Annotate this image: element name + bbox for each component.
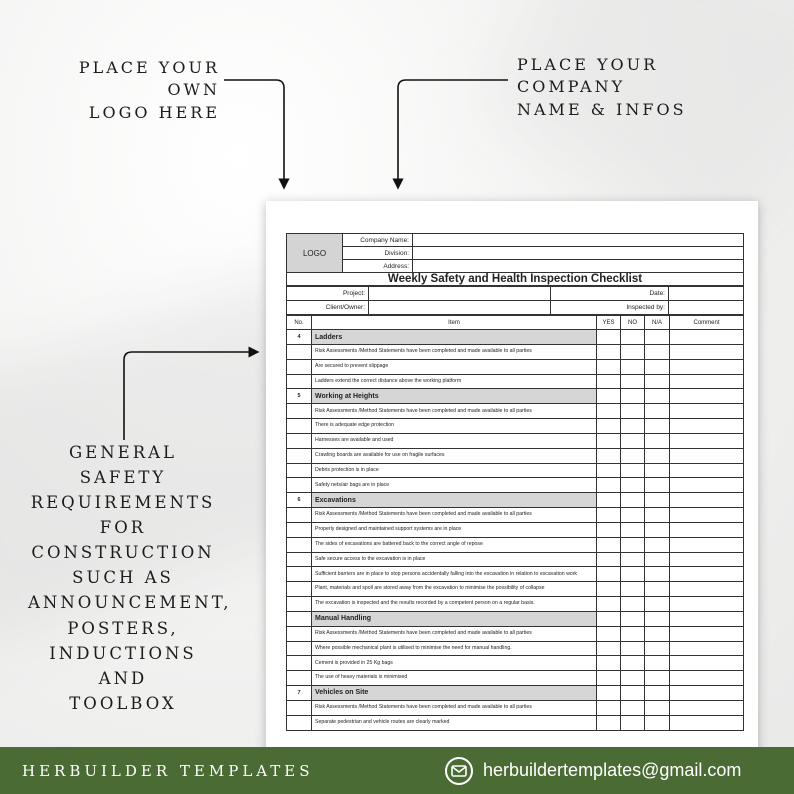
comment-cell[interactable]	[670, 493, 744, 508]
comment-cell[interactable]	[670, 700, 744, 715]
row-number	[287, 715, 312, 730]
document-title: Weekly Safety and Health Inspection Checklist	[287, 273, 744, 286]
yes-cell[interactable]	[597, 419, 621, 434]
yes-cell[interactable]	[597, 567, 621, 582]
no-cell[interactable]	[621, 463, 645, 478]
yes-cell[interactable]	[597, 671, 621, 686]
callout-line: PLACE YOUR OWN	[78, 58, 220, 100]
na-cell[interactable]	[645, 374, 670, 389]
section-number: 7	[287, 685, 312, 700]
row-number	[287, 552, 312, 567]
no-cell[interactable]	[621, 508, 645, 523]
comment-cell[interactable]	[670, 508, 744, 523]
yes-cell[interactable]	[597, 389, 621, 404]
row-number	[287, 433, 312, 448]
yes-cell[interactable]	[597, 478, 621, 493]
callout-line: PLACE YOUR COMPANY	[517, 55, 659, 97]
footer-banner	[0, 747, 794, 794]
yes-cell[interactable]	[597, 700, 621, 715]
comment-cell[interactable]	[670, 552, 744, 567]
column-header-item: Item	[312, 316, 597, 330]
section-title: Excavations	[312, 493, 597, 508]
comment-cell[interactable]	[670, 419, 744, 434]
callout-line: TOOLBOX	[69, 693, 177, 713]
row-number	[287, 419, 312, 434]
comment-cell[interactable]	[670, 537, 744, 552]
checklist-item: Ladders extend the correct distance above the working platform	[312, 374, 597, 389]
company-callout	[517, 54, 767, 121]
checklist-row	[287, 508, 744, 523]
date-label: Date:	[551, 287, 669, 301]
checklist-item: Risk Assessments /Method Statements have been completed and made available to all parties	[312, 700, 597, 715]
checklist-row	[287, 567, 744, 582]
no-cell[interactable]	[621, 330, 645, 345]
row-number	[287, 508, 312, 523]
no-cell[interactable]	[621, 345, 645, 360]
comment-cell[interactable]	[670, 626, 744, 641]
row-number	[287, 463, 312, 478]
section-row	[287, 611, 744, 626]
checklist-row	[287, 374, 744, 389]
checklist-item: Sufficient barriers are in place to stop persons accidentally falling into the excavation in relation to excavation work	[312, 567, 597, 582]
callout-line: REQUIREMENTS	[30, 493, 216, 513]
na-cell[interactable]	[645, 478, 670, 493]
checklist-row	[287, 552, 744, 567]
comment-cell[interactable]	[670, 582, 744, 597]
checklist-table	[286, 315, 744, 731]
yes-cell[interactable]	[597, 404, 621, 419]
yes-cell[interactable]	[597, 641, 621, 656]
no-cell[interactable]	[621, 685, 645, 700]
column-header-no: No.	[287, 316, 312, 330]
no-cell[interactable]	[621, 671, 645, 686]
no-cell[interactable]	[621, 359, 645, 374]
checklist-item: Risk Assessments /Method Statements have been completed and made available to all parties	[312, 508, 597, 523]
checklist-item: Separate pedestrian and vehicle routes are clearly marked	[312, 715, 597, 730]
comment-cell[interactable]	[670, 330, 744, 345]
checklist-row	[287, 671, 744, 686]
column-header-no-answer: NO	[621, 316, 645, 330]
division-field[interactable]	[413, 247, 744, 260]
checklist-row	[287, 537, 744, 552]
callout-line: CONSTRUCTION	[31, 543, 215, 563]
no-cell[interactable]	[621, 448, 645, 463]
comment-cell[interactable]	[670, 345, 744, 360]
na-cell[interactable]	[645, 537, 670, 552]
no-cell[interactable]	[621, 567, 645, 582]
checklist-item: There is adequate edge protection	[312, 419, 597, 434]
section-title: Working at Heights	[312, 389, 597, 404]
comment-cell[interactable]	[670, 611, 744, 626]
checklist-item: Crawling boards are available for use on fragile surfaces	[312, 448, 597, 463]
checklist-row	[287, 463, 744, 478]
comment-cell[interactable]	[670, 641, 744, 656]
row-number	[287, 656, 312, 671]
checklist-item: The sides of excavations are battered back to the correct angle of repose	[312, 537, 597, 552]
checklist-item: Safety nets/air bags are in place	[312, 478, 597, 493]
checklist-row	[287, 448, 744, 463]
date-field[interactable]	[669, 287, 744, 301]
checklist-item: The use of heavy materials is minimised	[312, 671, 597, 686]
callout-line: NAME & INFOS	[517, 99, 687, 119]
checklist-row	[287, 478, 744, 493]
yes-cell[interactable]	[597, 463, 621, 478]
callout-line: GENERAL SAFETY	[68, 443, 177, 488]
no-cell[interactable]	[621, 552, 645, 567]
na-cell[interactable]	[645, 345, 670, 360]
checklist-item: The excavation is inspected and the results recorded by a competent person on a regular basis.	[312, 596, 597, 611]
no-cell[interactable]	[621, 582, 645, 597]
yes-cell[interactable]	[597, 374, 621, 389]
yes-cell[interactable]	[597, 685, 621, 700]
section-row	[287, 493, 744, 508]
row-number	[287, 700, 312, 715]
section-title: Vehicles on Site	[312, 685, 597, 700]
na-cell[interactable]	[645, 493, 670, 508]
checklist-row	[287, 522, 744, 537]
na-cell[interactable]	[645, 463, 670, 478]
na-cell[interactable]	[645, 389, 670, 404]
na-cell[interactable]	[645, 596, 670, 611]
general-callout	[28, 440, 232, 716]
column-header-yes: YES	[597, 316, 621, 330]
section-title: Manual Handling	[312, 611, 597, 626]
no-cell[interactable]	[621, 700, 645, 715]
callout-line: INDUCTIONS AND	[49, 643, 197, 688]
na-cell[interactable]	[645, 522, 670, 537]
section-number: 4	[287, 330, 312, 345]
no-cell[interactable]	[621, 641, 645, 656]
checklist-item: Debris protection is in place	[312, 463, 597, 478]
logo-placeholder: LOGO	[287, 234, 343, 273]
yes-cell[interactable]	[597, 359, 621, 374]
checklist-row	[287, 345, 744, 360]
yes-cell[interactable]	[597, 345, 621, 360]
company-name-field[interactable]	[413, 234, 744, 247]
comment-cell[interactable]	[670, 596, 744, 611]
comment-cell[interactable]	[670, 522, 744, 537]
column-header-comment: Comment	[670, 316, 744, 330]
no-cell[interactable]	[621, 611, 645, 626]
no-cell[interactable]	[621, 522, 645, 537]
yes-cell[interactable]	[597, 448, 621, 463]
comment-cell[interactable]	[670, 715, 744, 730]
comment-cell[interactable]	[670, 389, 744, 404]
comment-cell[interactable]	[670, 448, 744, 463]
section-number: 5	[287, 389, 312, 404]
comment-cell[interactable]	[670, 671, 744, 686]
checklist-item: Properly designed and maintained support systems are in place	[312, 522, 597, 537]
row-number	[287, 359, 312, 374]
address-field[interactable]	[413, 260, 744, 273]
checklist-row	[287, 582, 744, 597]
row-number	[287, 448, 312, 463]
company-name-label: Company Name:	[343, 234, 413, 247]
checklist-row	[287, 359, 744, 374]
no-cell[interactable]	[621, 493, 645, 508]
na-cell[interactable]	[645, 656, 670, 671]
comment-cell[interactable]	[670, 685, 744, 700]
division-label: Division:	[343, 247, 413, 260]
yes-cell[interactable]	[597, 626, 621, 641]
callout-line: ANNOUNCEMENT,	[28, 593, 232, 613]
row-number	[287, 567, 312, 582]
column-header-na: N/A	[645, 316, 670, 330]
no-cell[interactable]	[621, 596, 645, 611]
brand-name: HERBUILDER TEMPLATES	[22, 762, 314, 780]
no-cell[interactable]	[621, 419, 645, 434]
checklist-row	[287, 596, 744, 611]
checklist-item: Are secured to prevent slippage	[312, 359, 597, 374]
row-number	[287, 626, 312, 641]
row-number	[287, 596, 312, 611]
checklist-item: Safe secure access to the excavation is in place	[312, 552, 597, 567]
row-number	[287, 641, 312, 656]
na-cell[interactable]	[645, 715, 670, 730]
na-cell[interactable]	[645, 419, 670, 434]
na-cell[interactable]	[645, 567, 670, 582]
row-number	[287, 478, 312, 493]
yes-cell[interactable]	[597, 537, 621, 552]
contact-email[interactable]: herbuildertemplates@gmail.com	[483, 760, 742, 780]
yes-cell[interactable]	[597, 330, 621, 345]
checklist-item: Where possible mechanical plant is utilised to minimise the need for manual handling.	[312, 641, 597, 656]
logo-callout	[30, 57, 220, 124]
checklist-row	[287, 641, 744, 656]
comment-cell[interactable]	[670, 359, 744, 374]
section-row	[287, 389, 744, 404]
comment-cell[interactable]	[670, 656, 744, 671]
row-number	[287, 537, 312, 552]
project-field[interactable]	[369, 287, 551, 301]
na-cell[interactable]	[645, 611, 670, 626]
checklist-row	[287, 715, 744, 730]
checklist-row	[287, 626, 744, 641]
yes-cell[interactable]	[597, 582, 621, 597]
callout-line: SUCH AS	[72, 568, 174, 588]
yes-cell[interactable]	[597, 596, 621, 611]
checklist-row	[287, 433, 744, 448]
row-number	[287, 345, 312, 360]
project-info	[286, 286, 744, 315]
no-cell[interactable]	[621, 537, 645, 552]
section-number	[287, 611, 312, 626]
no-cell[interactable]	[621, 626, 645, 641]
logo-arrow	[224, 80, 284, 184]
project-label: Project:	[287, 287, 369, 301]
yes-cell[interactable]	[597, 493, 621, 508]
na-cell[interactable]	[645, 508, 670, 523]
checklist-row	[287, 656, 744, 671]
checklist-item: Cement is provided in 25 Kg bags	[312, 656, 597, 671]
checklist-item: Risk Assessments /Method Statements have been completed and made available to all parties	[312, 404, 597, 419]
inspected-label: Inspected by:	[551, 301, 669, 315]
yes-cell[interactable]	[597, 611, 621, 626]
checklist-item: Plant, materials and spoil are stored away from the excavation to minimise the possibility of collapse	[312, 582, 597, 597]
callout-line: FOR	[99, 518, 147, 538]
no-cell[interactable]	[621, 656, 645, 671]
no-cell[interactable]	[621, 433, 645, 448]
na-cell[interactable]	[645, 685, 670, 700]
row-number	[287, 671, 312, 686]
checklist-item: Harnesses are available and used	[312, 433, 597, 448]
no-cell[interactable]	[621, 404, 645, 419]
callout-line: LOGO HERE	[88, 102, 220, 122]
checklist-item: Risk Assessments /Method Statements have been completed and made available to all parties	[312, 345, 597, 360]
na-cell[interactable]	[645, 330, 670, 345]
envelope-icon	[445, 757, 473, 785]
section-row	[287, 330, 744, 345]
na-cell[interactable]	[645, 433, 670, 448]
na-cell[interactable]	[645, 448, 670, 463]
na-cell[interactable]	[645, 671, 670, 686]
na-cell[interactable]	[645, 552, 670, 567]
row-number	[287, 374, 312, 389]
checklist-row	[287, 419, 744, 434]
comment-cell[interactable]	[670, 374, 744, 389]
yes-cell[interactable]	[597, 508, 621, 523]
address-label: Address:	[343, 260, 413, 273]
yes-cell[interactable]	[597, 715, 621, 730]
client-field[interactable]	[369, 301, 551, 315]
no-cell[interactable]	[621, 715, 645, 730]
yes-cell[interactable]	[597, 656, 621, 671]
inspected-field[interactable]	[669, 301, 744, 315]
no-cell[interactable]	[621, 374, 645, 389]
checklist-item: Risk Assessments /Method Statements have been completed and made available to all parties	[312, 626, 597, 641]
comment-cell[interactable]	[670, 567, 744, 582]
comment-cell[interactable]	[670, 433, 744, 448]
comment-cell[interactable]	[670, 478, 744, 493]
na-cell[interactable]	[645, 700, 670, 715]
row-number	[287, 582, 312, 597]
company-header	[286, 233, 744, 286]
na-cell[interactable]	[645, 404, 670, 419]
na-cell[interactable]	[645, 626, 670, 641]
checklist-row	[287, 700, 744, 715]
comment-cell[interactable]	[670, 463, 744, 478]
callout-line: POSTERS,	[67, 618, 179, 638]
section-title: Ladders	[312, 330, 597, 345]
row-number	[287, 522, 312, 537]
client-label: Client/Owner:	[287, 301, 369, 315]
yes-cell[interactable]	[597, 433, 621, 448]
section-number: 6	[287, 493, 312, 508]
na-cell[interactable]	[645, 359, 670, 374]
no-cell[interactable]	[621, 389, 645, 404]
checklist-row	[287, 404, 744, 419]
na-cell[interactable]	[645, 641, 670, 656]
no-cell[interactable]	[621, 478, 645, 493]
yes-cell[interactable]	[597, 552, 621, 567]
section-row	[287, 685, 744, 700]
comment-cell[interactable]	[670, 404, 744, 419]
checklist-sheet	[266, 201, 758, 761]
yes-cell[interactable]	[597, 522, 621, 537]
na-cell[interactable]	[645, 582, 670, 597]
row-number	[287, 404, 312, 419]
